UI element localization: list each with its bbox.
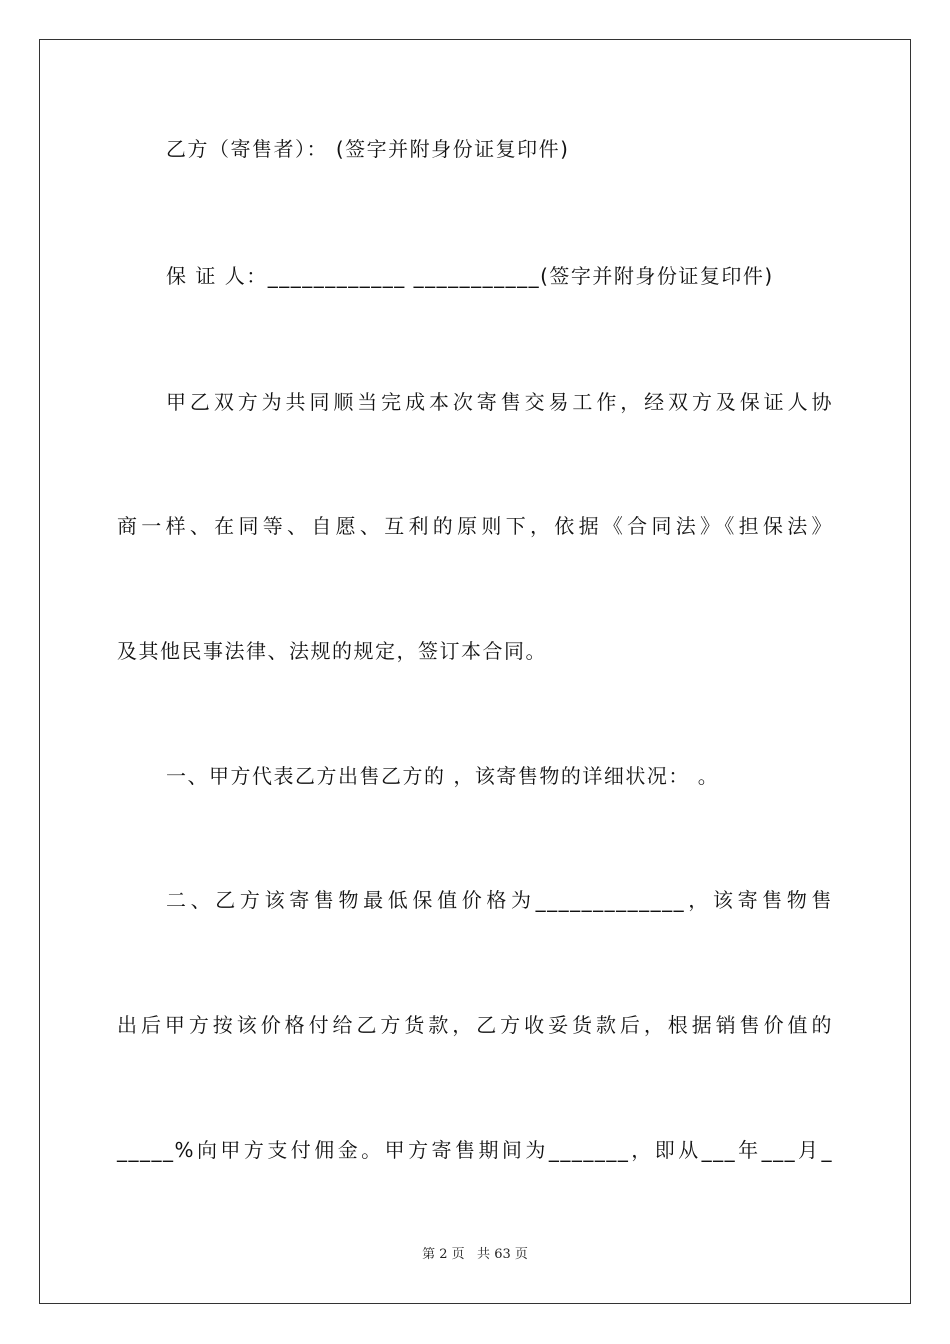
page-border	[39, 39, 911, 1304]
page-number-footer: 第 2 页 共 63 页	[422, 1247, 528, 1262]
text-line-paragraph-1: 甲乙双方为共同顺当完成本次寄售交易工作，经双方及保证人协	[166, 390, 833, 414]
text-line-clause-2-cont: 出后甲方按该价格付给乙方货款，乙方收妥货款后，根据销售价值的	[117, 1013, 833, 1037]
text-line-guarantor: 保 证 人：____________ ___________(签字并附身份证复印件)	[166, 264, 774, 288]
text-line-paragraph-2: 商一样、在同等、自愿、互利的原则下，依据《合同法》《担保法》	[117, 514, 833, 538]
text-line-paragraph-3: 及其他民事法律、法规的规定，签订本合同。	[117, 639, 547, 663]
text-line-clause-1: 一、甲方代表乙方出售乙方的 ，该寄售物的详细状况： 。	[166, 764, 720, 788]
text-line-clause-2-end: _____%向甲方支付佣金。甲方寄售期间为_______，即从___年___月_	[117, 1138, 833, 1162]
text-line-clause-2: 二、乙方该寄售物最低保值价格为_____________，该寄售物售	[166, 888, 833, 912]
text-line-party-b: 乙方（寄售者）： (签字并附身份证复印件)	[166, 137, 570, 161]
